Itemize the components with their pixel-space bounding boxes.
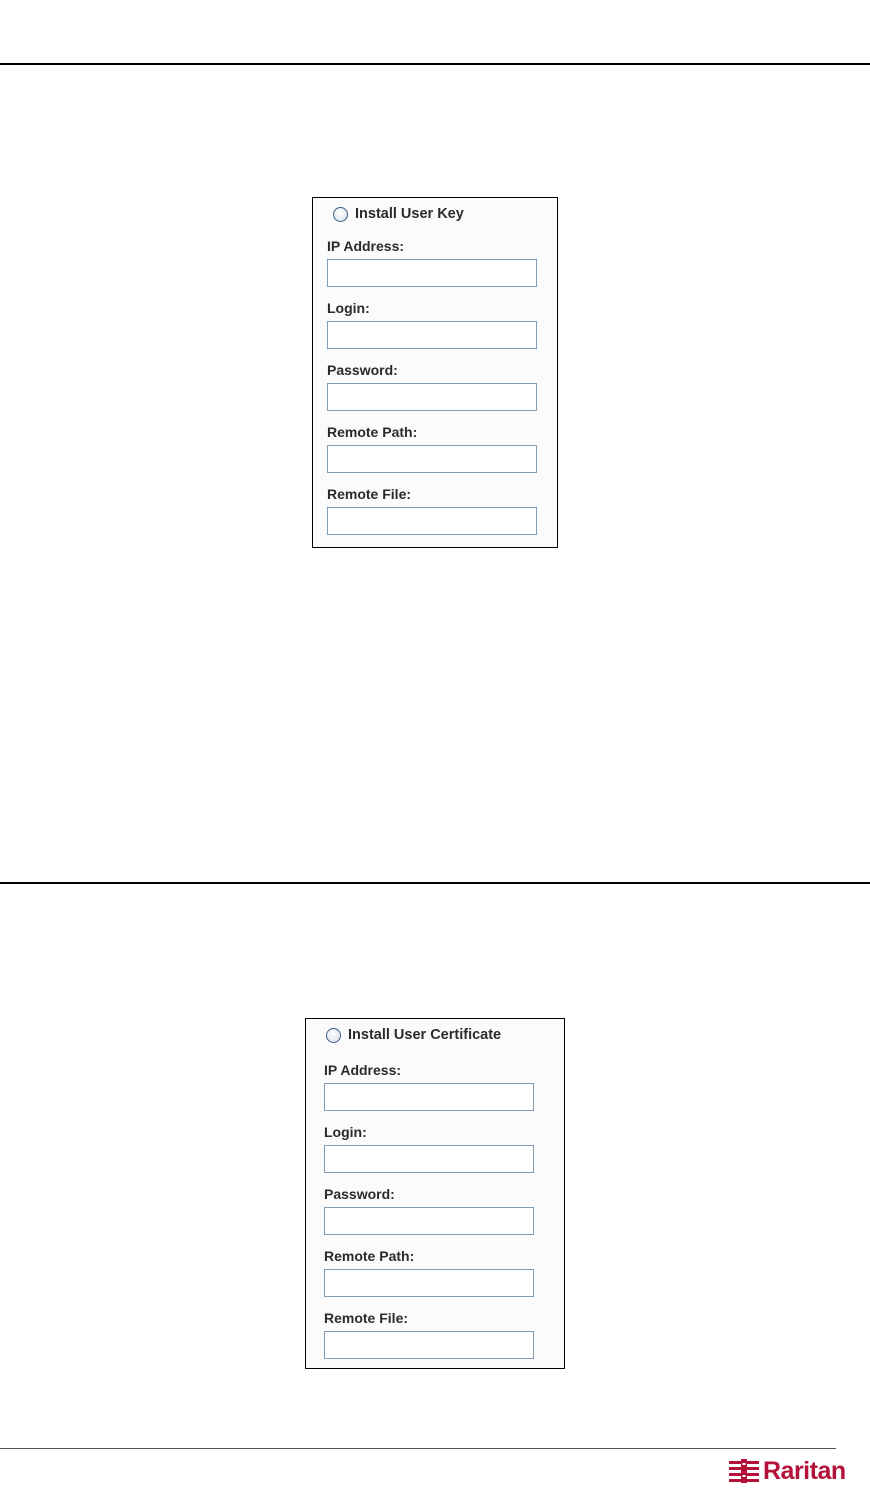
footer-divider (0, 1448, 836, 1449)
key-password-field (327, 362, 537, 411)
raritan-logo-icon (729, 1459, 759, 1483)
cert-remote-file-field (324, 1310, 534, 1359)
cert-remote-path-field (324, 1248, 534, 1297)
ip-address-label: IP Address: (324, 1062, 402, 1078)
install-user-certificate-panel (305, 1018, 565, 1369)
cert-ip-address-field (324, 1062, 534, 1111)
key-login-field (327, 300, 537, 349)
remote-file-label: Remote File: (324, 1310, 409, 1326)
raritan-logo-text: Raritan (763, 1457, 846, 1485)
cert-password-field (324, 1186, 534, 1235)
remote-file-label: Remote File: (327, 486, 412, 502)
top-divider (0, 63, 870, 65)
remote-file-input[interactable] (324, 1331, 534, 1359)
password-input[interactable] (324, 1207, 534, 1235)
login-input[interactable] (327, 321, 537, 349)
install-user-key-label: Install User Key (355, 206, 464, 222)
password-input[interactable] (327, 383, 537, 411)
login-input[interactable] (324, 1145, 534, 1173)
middle-divider (0, 882, 870, 884)
remote-path-input[interactable] (327, 445, 537, 473)
remote-file-input[interactable] (327, 507, 537, 535)
cert-login-field (324, 1124, 534, 1173)
remote-path-label: Remote Path: (327, 424, 418, 440)
password-label: Password: (327, 362, 398, 378)
install-user-certificate-radio[interactable] (326, 1028, 341, 1043)
key-remote-path-field (327, 424, 537, 473)
install-user-key-panel (312, 197, 558, 548)
install-user-certificate-option[interactable] (326, 1027, 501, 1043)
login-label: Login: (324, 1124, 367, 1140)
ip-address-input[interactable] (324, 1083, 534, 1111)
raritan-logo (729, 1456, 846, 1486)
key-remote-file-field (327, 486, 537, 535)
key-ip-address-field (327, 238, 537, 287)
install-user-key-radio[interactable] (333, 207, 348, 222)
password-label: Password: (324, 1186, 395, 1202)
ip-address-input[interactable] (327, 259, 537, 287)
remote-path-input[interactable] (324, 1269, 534, 1297)
login-label: Login: (327, 300, 370, 316)
install-user-key-option[interactable] (333, 206, 464, 222)
install-user-certificate-label: Install User Certificate (348, 1027, 502, 1043)
ip-address-label: IP Address: (327, 238, 405, 254)
remote-path-label: Remote Path: (324, 1248, 415, 1264)
